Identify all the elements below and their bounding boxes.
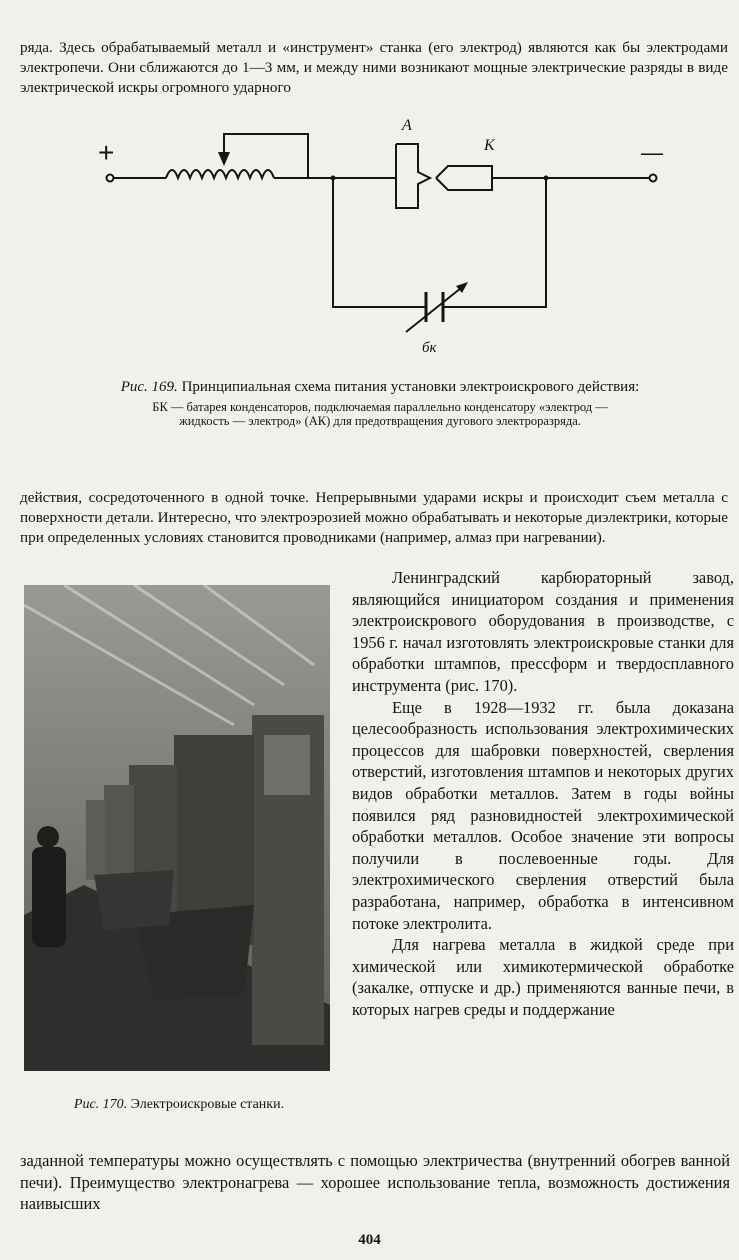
figure-169-label: Рис. 169.	[120, 379, 178, 395]
label-a: А	[402, 117, 412, 134]
right-column-text	[352, 567, 734, 1020]
figure-169-caption	[120, 378, 640, 428]
label-bk: бк	[422, 340, 437, 356]
plus-sign: +	[98, 137, 115, 168]
figure-170-caption	[26, 1096, 332, 1114]
label-k: К	[484, 137, 495, 154]
paragraph-column-3: Для нагрева металла в жидкой среде при химической или химикотермической обработке (закалке, отпуске и др.) применяются ванные печи, в которых нагрев среды и поддержание	[352, 935, 734, 1019]
figure-169-description: БК — батарея конденсаторов, подключаемая параллельно конденсатору «электрод — жидкость — электрод» (АК) для предотвращения дугового электроразряда.	[152, 400, 608, 428]
figure-170-title: Электроискровые станки.	[130, 1097, 285, 1112]
paragraph-top: ряда. Здесь обрабатываемый металл и «инструмент» станка (его электрод) являются как бы электродами электропечи. Они сближаются до 1—3 мм, и между ними возникают мощные электрические разряды в виде электрической искры огромного ударного	[20, 39, 728, 96]
page-number: 404	[358, 1232, 381, 1248]
machines-photo-image	[24, 585, 330, 1071]
paragraph-bottom: заданной температуры можно осуществлять с помощью электричества (внутренний обогрев ванной печи). Преимущество электронагрева — хорошее использование тепла, возможность достижения наивысших	[20, 1151, 730, 1214]
circuit-schematic	[96, 100, 676, 375]
paragraph-middle: действия, сосредоточенного в одной точке. Непрерывными ударами искры и происходит съем металла с поверхности детали. Интересно, что электроэрозией можно обрабатывать и некоторые диэлектрики, которые при определенных условиях становится проводниками (например, алмаз при нагревании).	[20, 489, 728, 546]
paragraph-column-1: Ленинградский карбюраторный завод, являющийся инициатором создания и применения электроискрового оборудования в производстве, с 1956 г. начал изготовлять электроискровые станки для обработки штампов, прессформ и твердосплавного инструмента (рис. 170).	[352, 568, 734, 695]
figure-170-label: Рис. 170.	[73, 1097, 128, 1112]
paragraph-column-2: Еще в 1928—1932 гг. была доказана целесообразность использования электрохимических процессов для шабровки поверхностей, сверления отверстий, изготовления штампов и некоторых других видов обработки металлов. Затем в годы войны появился ряд разновидностей электрохимической обработки металлов. Особое значение эти вопросы получили в послевоенные годы. Для электрохимического сверления отверстий была разработана, например, обработка в интенсивном потоке электролита.	[352, 697, 734, 933]
figure-169-title: Принципиальная схема питания установки электроискрового действия:	[181, 379, 640, 395]
machines-photo	[24, 585, 330, 1071]
minus-sign: —	[641, 140, 663, 165]
